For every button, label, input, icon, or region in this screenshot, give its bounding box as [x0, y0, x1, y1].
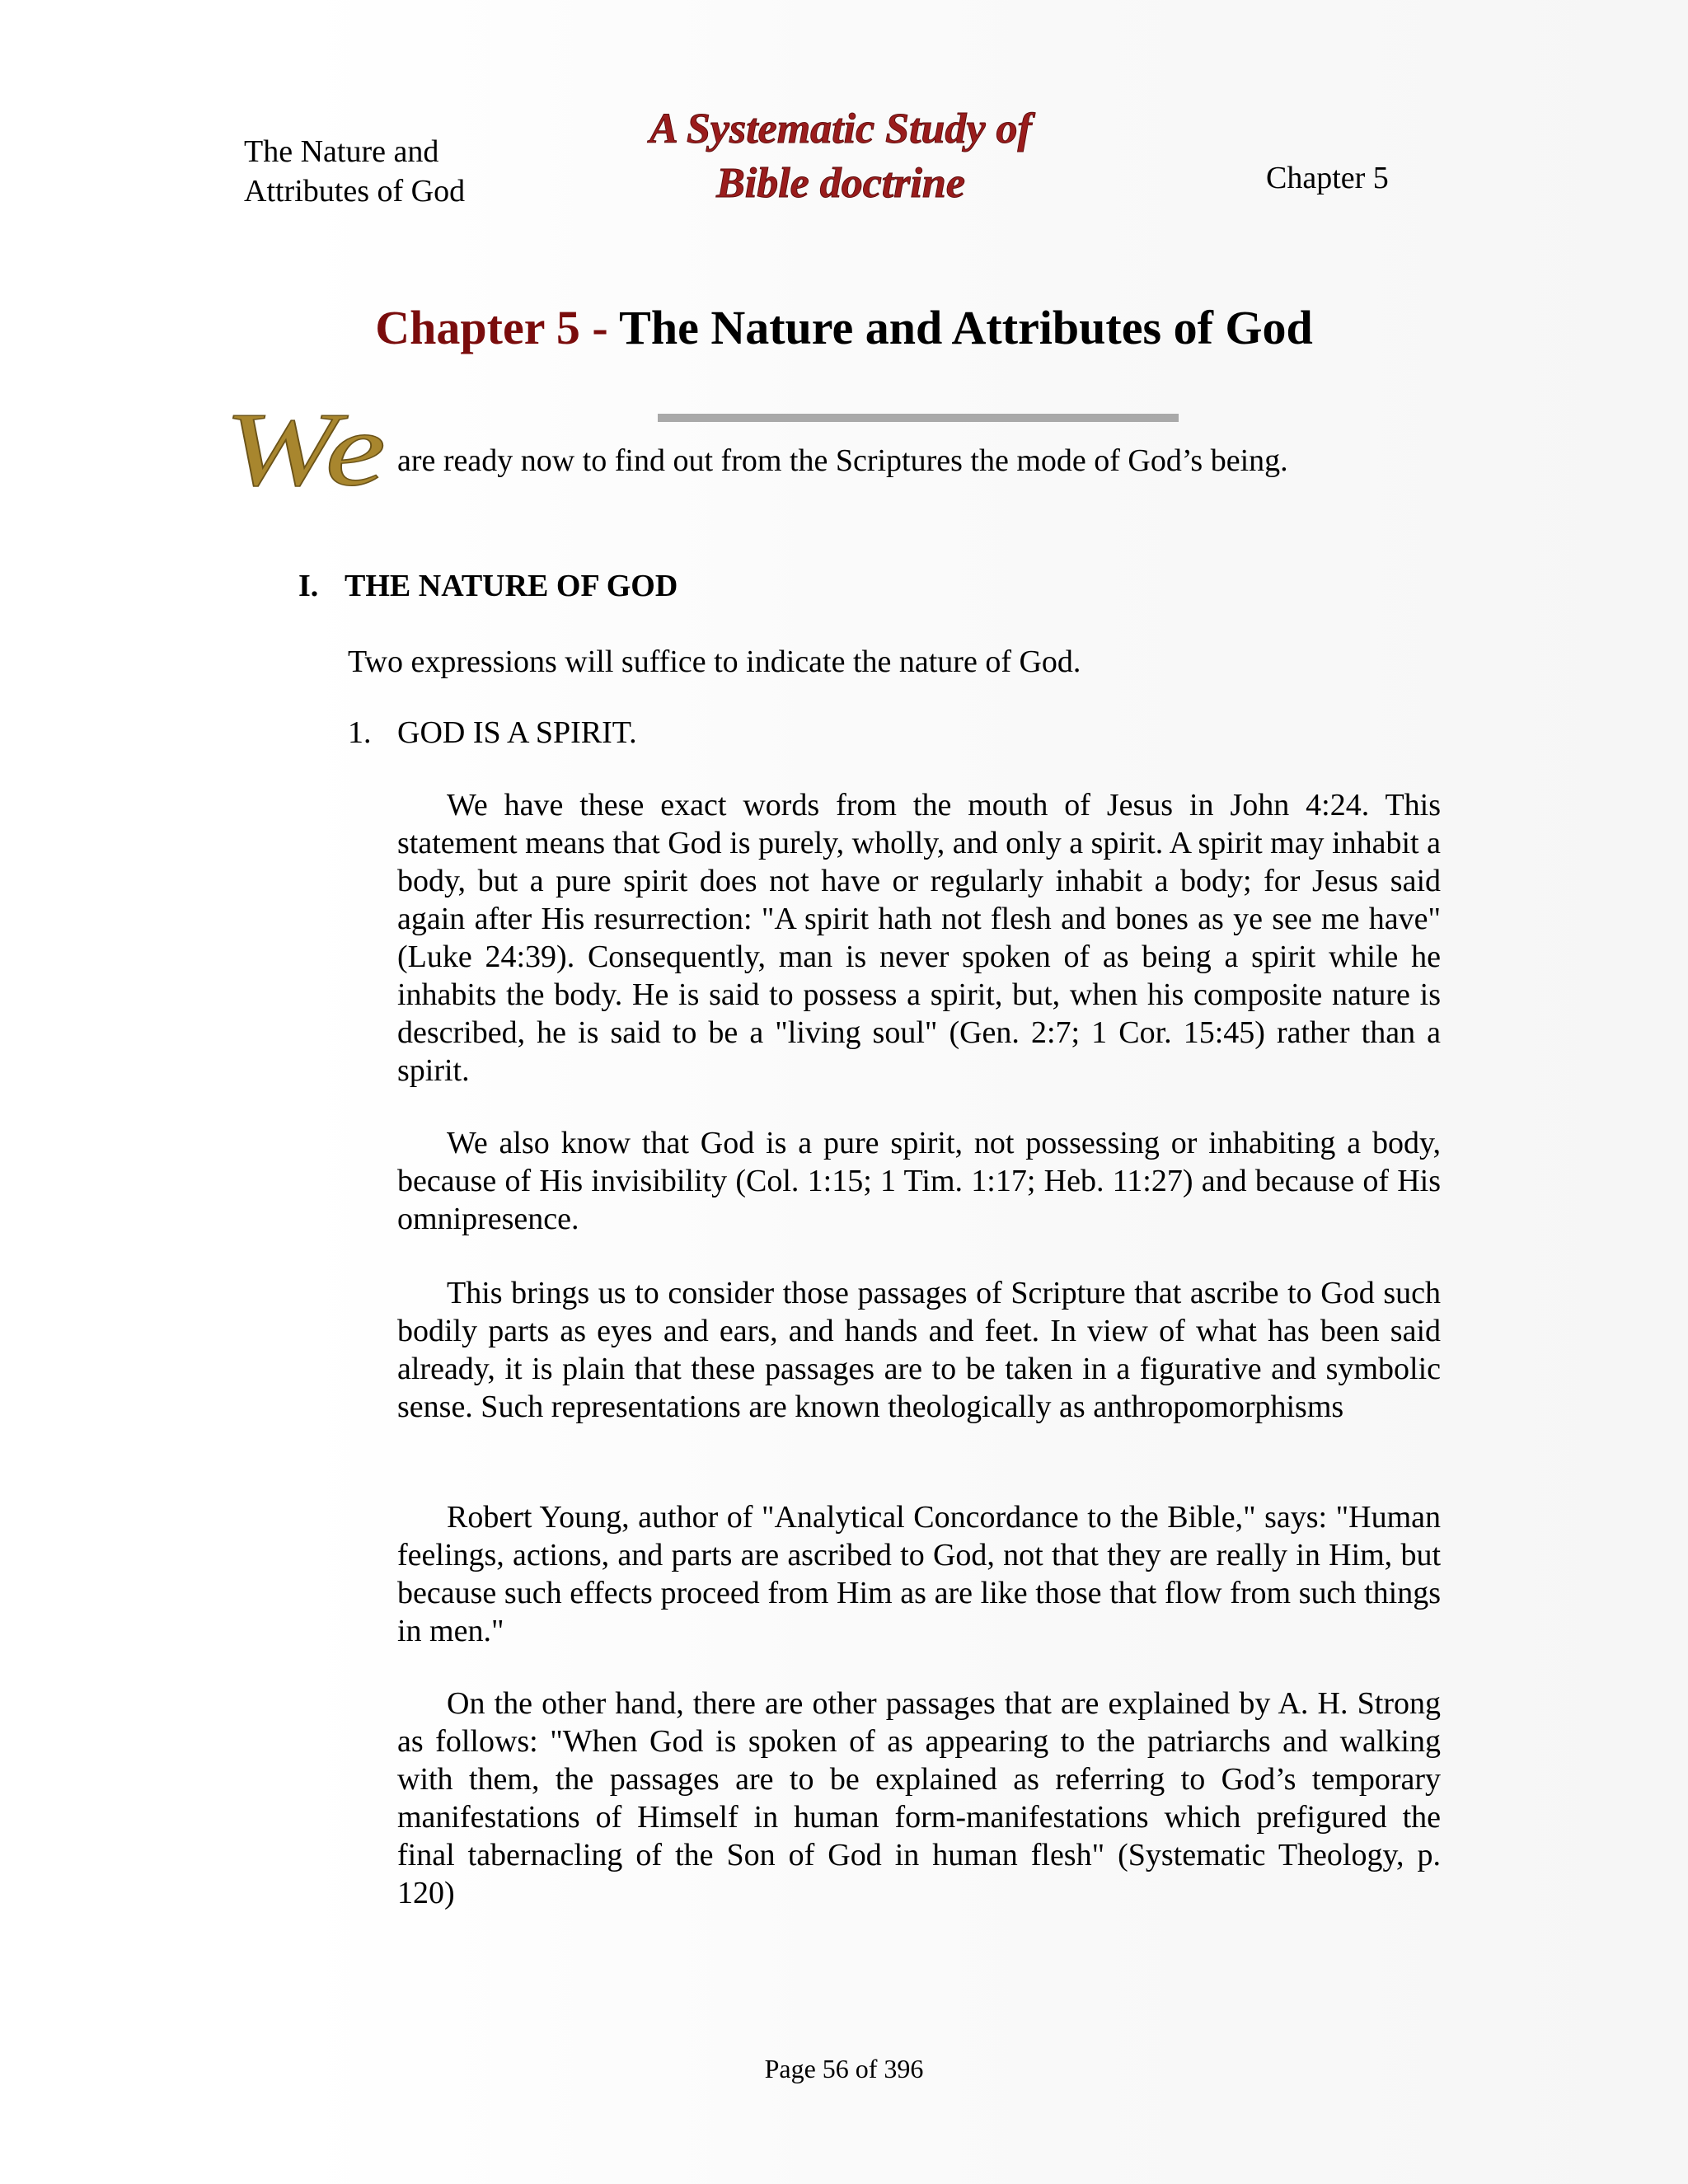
title-divider — [658, 414, 1179, 422]
chapter-number: Chapter 5 - — [375, 301, 608, 354]
dropcap-we — [221, 387, 394, 511]
header-left-line2: Attributes of God — [244, 174, 466, 209]
subsection-number: 1. — [348, 715, 372, 750]
running-header-left — [244, 132, 465, 211]
header-left-line1: The Nature and — [244, 134, 439, 169]
intro-text: are ready now to find out from the Scriptures the mode of God’s being. — [397, 443, 1288, 478]
section-number: I. — [298, 569, 319, 603]
paragraph-1: We have these exact words from the mouth of Jesus in John 4:24. This statement means that God is purely, wholly, and only a spirit. A spirit may inhabit a body, but a pure spirit does not have or regularly inhabit a body; for Jesus said again after His resurrection: "A spirit hath not flesh and bones as ye see me have" (Luke 24:39). Consequently, man is never spoken of as being a spirit while he inhabits the body. He is said to possess a spirit, but, when his composite nature is described, he is said to be a "living soul" (Gen. 2:7; 1 Cor. 15:45) rather than a spirit. — [397, 788, 1441, 1088]
subsection-heading — [348, 712, 637, 753]
paragraph-2: We also know that God is a pure spirit, not possessing or inhabiting a body, because of His invisibility (Col. 1:15; 1 Tim. 1:17; Heb. 11:27) and because of His omnipresence. — [397, 1126, 1441, 1236]
running-header-right: Chapter 5 — [1266, 161, 1389, 195]
paragraph-5: On the other hand, there are other passages that are explained by A. H. Strong as follows: "When God is spoken of as appearing to the patriarchs and walking with them, the passages are to be explained as referring to God’s temporary manifestations of Himself in human form-manifestations which prefigured the final tabernacling of the Son of God in human flesh" (Systematic Theology, p. 120) — [397, 1686, 1441, 1910]
chapter-title — [0, 298, 1688, 358]
paragraph-3: This brings us to consider those passages of Scripture that ascribe to God such bodily parts as eyes and ears, and hands and feet. In view of what has been said already, it is plain that these passages are to be taken in a figurative and symbolic sense. Such representations are known theologically as anthropomorphisms — [397, 1276, 1441, 1424]
section-heading-text: THE NATURE OF GOD — [345, 569, 678, 603]
logo-line1: A Systematic Study of — [649, 105, 1032, 152]
subsection-heading-text: GOD IS A SPIRIT. — [397, 715, 637, 750]
page-number: Page 56 of 396 — [764, 2054, 924, 2083]
dropcap-letters: We — [224, 391, 386, 508]
section-lead: Two expressions will suffice to indicate the nature of God. — [348, 644, 1081, 679]
paragraph-4: Robert Young, author of "Analytical Concordance to the Bible," says: "Human feelings, actions, and parts are ascribed to God, not that they are really in Him, but because such effects proceed from Him as are like those that flow from such things in men." — [397, 1500, 1441, 1648]
chapter-title-text: The Nature and Attributes of God — [619, 301, 1313, 354]
section-heading — [298, 565, 678, 607]
logo-line2: Bible doctrine — [716, 160, 965, 207]
book-logo — [569, 95, 1113, 210]
